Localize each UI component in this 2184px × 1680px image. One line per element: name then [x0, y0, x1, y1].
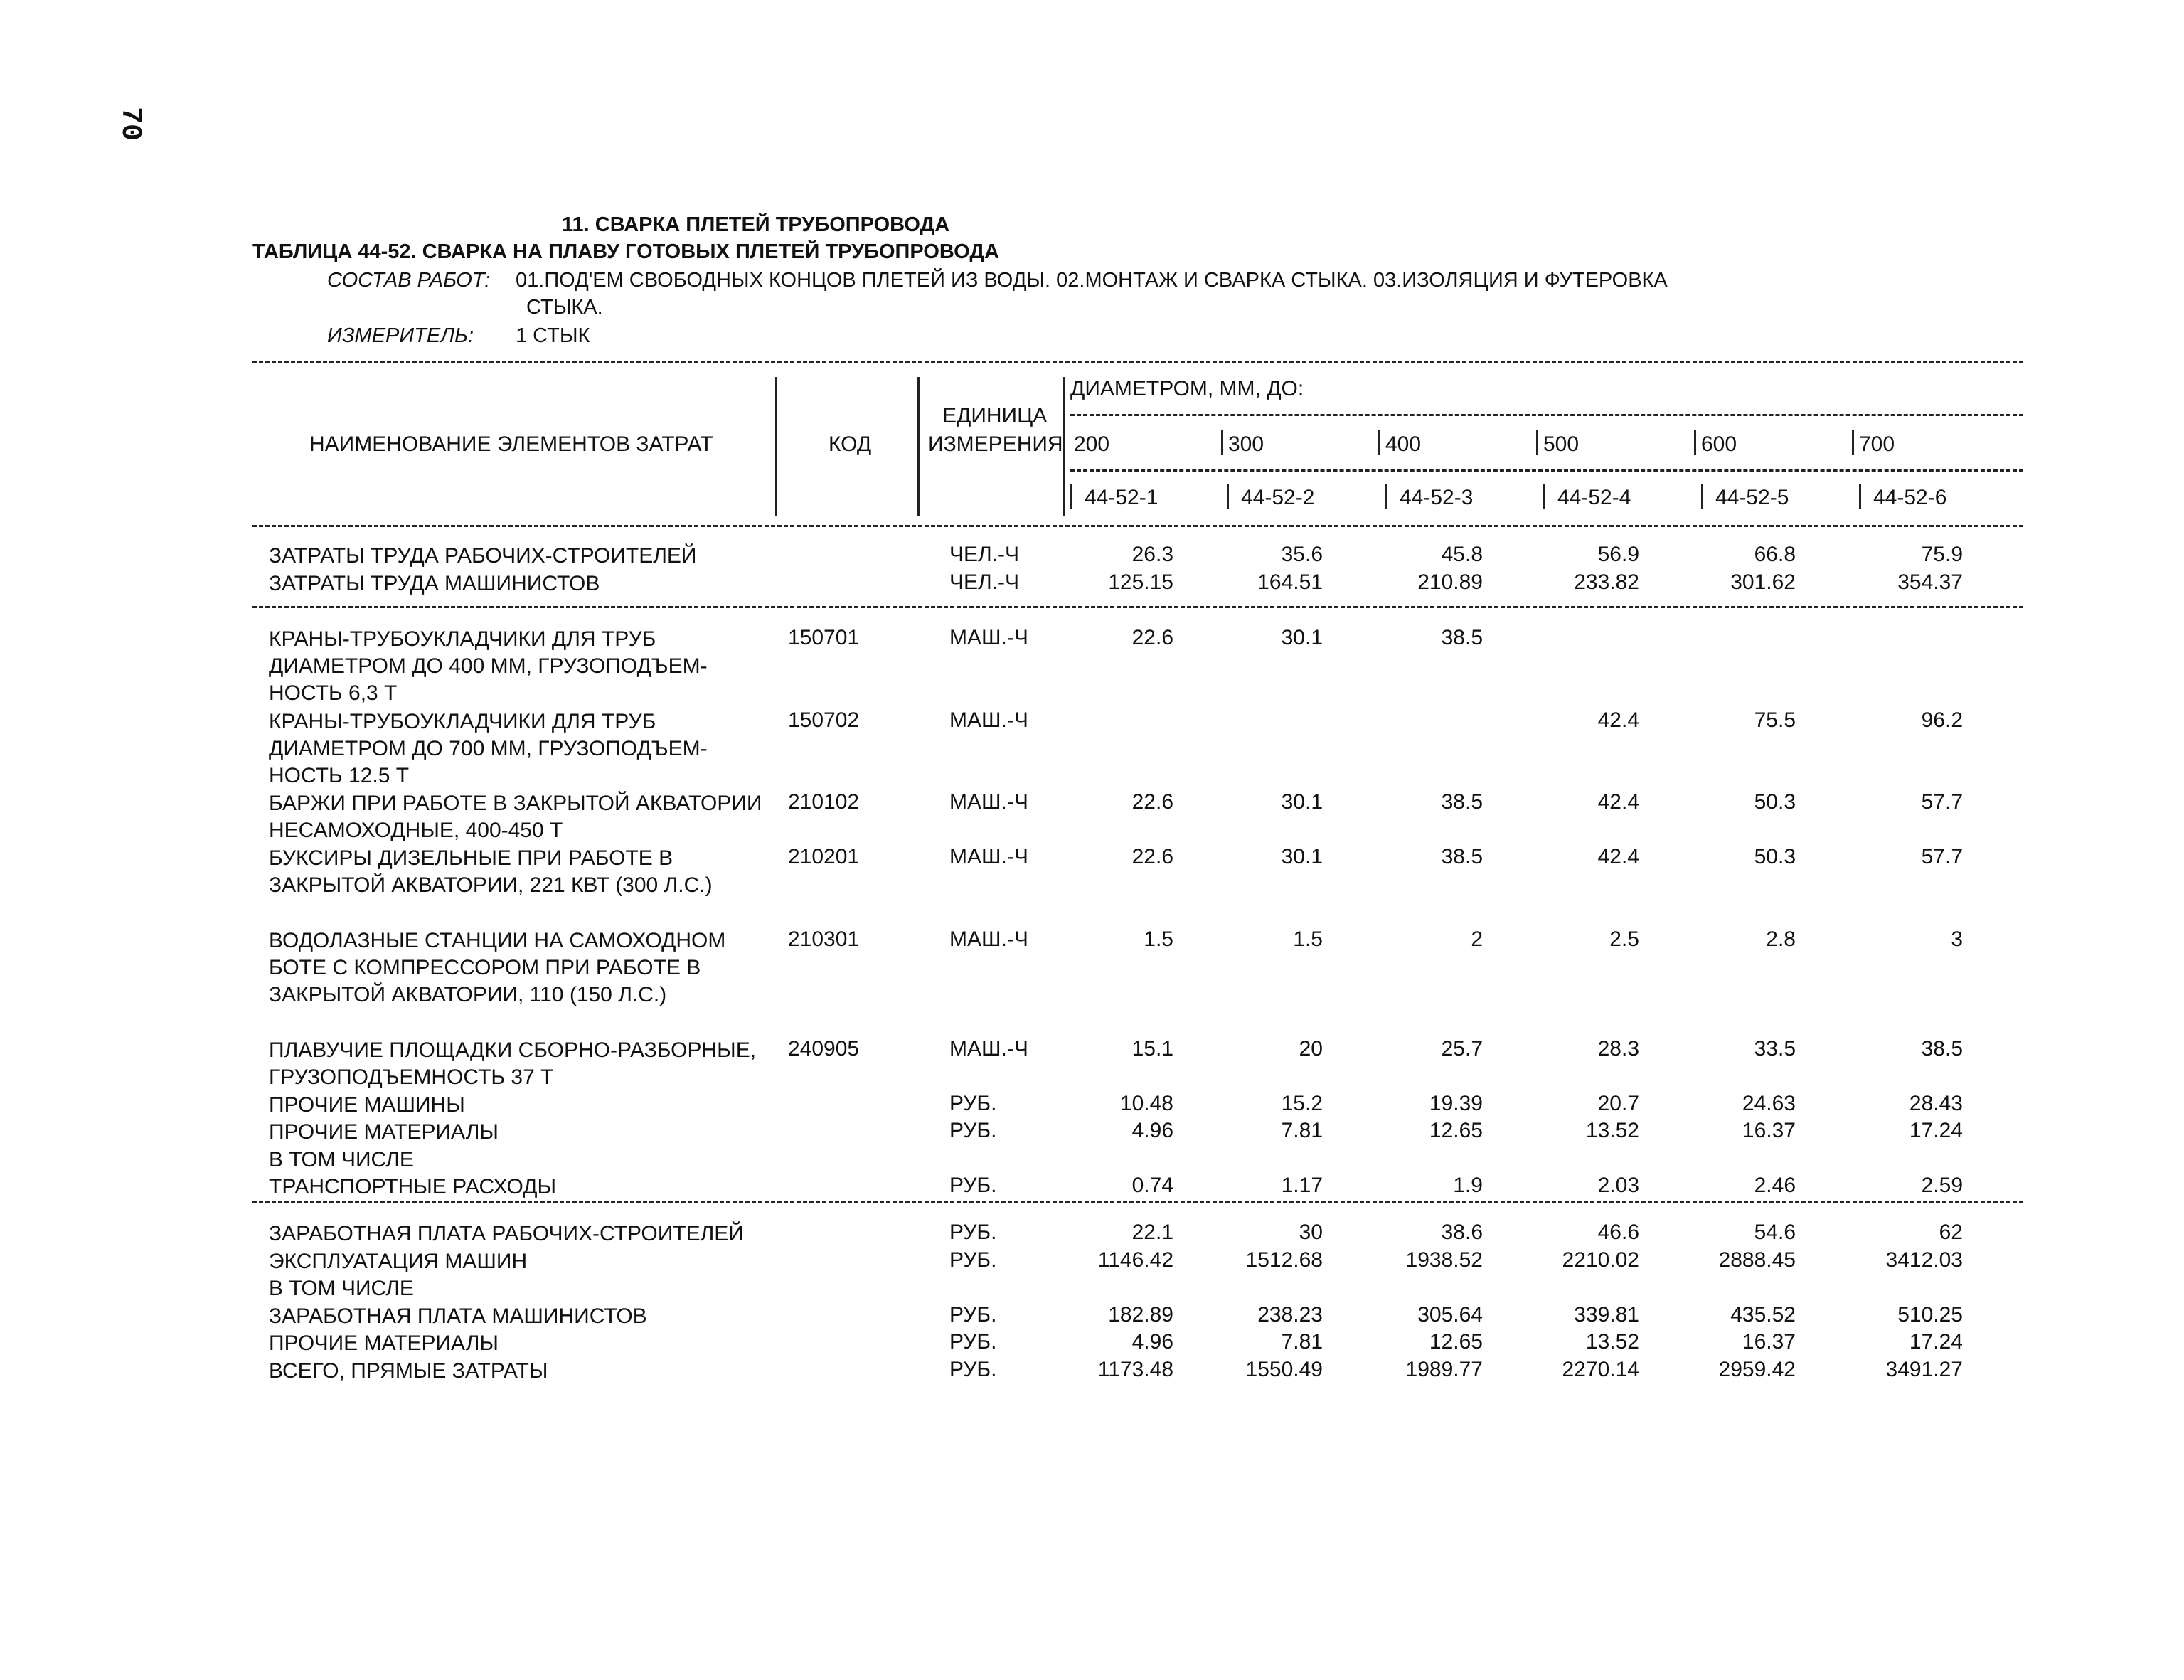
row-value: 38.5 [1441, 845, 1483, 868]
row-value: 28.43 [1909, 1091, 1963, 1115]
row-value: 1938.52 [1405, 1248, 1483, 1272]
row-value: 4.96 [1131, 1119, 1173, 1142]
row-name: БУКСИРЫ ДИЗЕЛЬНЫЕ ПРИ РАБОТЕ В ЗАКРЫТОЙ АКВАТОРИИ, 221 КВТ (300 Л.С.) [269, 846, 713, 897]
composition-label: СОСТАВ РАБОТ: [327, 269, 491, 292]
row-value: 339.81 [1574, 1302, 1639, 1327]
row-value: 301.62 [1730, 570, 1796, 594]
row-unit: РУБ. [949, 1330, 997, 1354]
row-value: 19.39 [1429, 1091, 1483, 1115]
row-value: 305.64 [1417, 1302, 1483, 1327]
row-value: 50.3 [1754, 790, 1796, 814]
row-value: 16.37 [1742, 1119, 1796, 1142]
row-code: 240905 [788, 1036, 860, 1060]
code-sep-5 [1701, 484, 1703, 509]
row-value: 182.89 [1108, 1302, 1173, 1327]
row-name: БАРЖИ ПРИ РАБОТЕ В ЗАКРЫТОЙ АКВАТОРИИ НЕСАМОХОДНЫЕ, 400-450 Т [269, 792, 762, 842]
row-value: 1.17 [1281, 1174, 1323, 1197]
row-value: 1.5 [1144, 927, 1173, 951]
rule-after-resources [252, 1201, 2023, 1203]
row-unit: РУБ. [949, 1174, 997, 1197]
row-unit: ЧЕЛ.-Ч [949, 543, 1020, 566]
rule-under-diameter [1070, 414, 2023, 416]
diam-sep-400 [1378, 430, 1380, 455]
diam-sep-600 [1694, 430, 1696, 455]
row-value: 54.6 [1754, 1221, 1796, 1244]
code-sep-3 [1385, 484, 1387, 509]
norm-code-4: 44-52-4 [1557, 486, 1631, 509]
diameter-600: 600 [1701, 432, 1737, 456]
row-value: 25.7 [1441, 1036, 1483, 1060]
row-value: 96.2 [1921, 708, 1963, 732]
row-value: 2.03 [1597, 1174, 1639, 1197]
row-value: 45.8 [1441, 543, 1483, 566]
row-name: ПРОЧИЕ МАТЕРИАЛЫ [269, 1120, 499, 1144]
row-unit: РУБ. [949, 1119, 997, 1142]
row-code: 210102 [788, 790, 860, 814]
row-value: 26.3 [1131, 543, 1173, 566]
row-value: 13.52 [1585, 1119, 1639, 1142]
row-value: 3491.27 [1885, 1357, 1963, 1381]
row-name: В ТОМ ЧИСЛЕ [269, 1277, 414, 1300]
diameter-700: 700 [1859, 432, 1895, 456]
separator-code-unit [917, 377, 920, 516]
row-value: 56.9 [1597, 543, 1639, 566]
row-value: 17.24 [1909, 1330, 1963, 1354]
row-code: 150702 [788, 708, 860, 732]
row-unit: МАШ.-Ч [949, 927, 1028, 951]
diam-sep-700 [1852, 430, 1854, 455]
row-value: 20.7 [1597, 1091, 1639, 1115]
row-value: 66.8 [1754, 543, 1796, 566]
row-value: 1.5 [1293, 927, 1323, 951]
page-number: 70 [114, 107, 146, 142]
row-value: 4.96 [1131, 1330, 1173, 1354]
row-name: ПЛАВУЧИЕ ПЛОЩАДКИ СБОРНО-РАЗБОРНЫЕ, ГРУЗОПОДЪЕМНОСТЬ 37 Т [269, 1038, 757, 1089]
row-name: КРАНЫ-ТРУБОУКЛАДЧИКИ ДЛЯ ТРУБ ДИАМЕТРОМ ДО 400 ММ, ГРУЗОПОДЪЕМ-НОСТЬ 6,3 Т [269, 627, 708, 705]
row-value: 7.81 [1281, 1119, 1323, 1142]
row-value: 38.5 [1441, 790, 1483, 814]
row-code: 210301 [788, 927, 860, 951]
row-value: 30 [1299, 1221, 1323, 1244]
diameter-300: 300 [1228, 432, 1264, 456]
row-value: 10.48 [1119, 1091, 1173, 1115]
row-unit: МАШ.-Ч [949, 790, 1028, 814]
header-name: НАИМЕНОВАНИЕ ЭЛЕМЕНТОВ ЗАТРАТ [309, 432, 713, 456]
row-value: 12.65 [1429, 1330, 1483, 1354]
row-value: 7.81 [1281, 1330, 1323, 1354]
row-value: 2.59 [1921, 1174, 1963, 1197]
row-value: 62 [1939, 1221, 1963, 1244]
row-value: 42.4 [1597, 845, 1639, 868]
diameter-400: 400 [1385, 432, 1422, 456]
row-value: 75.9 [1921, 543, 1963, 566]
row-value: 435.52 [1730, 1302, 1796, 1327]
row-value: 1146.42 [1097, 1248, 1173, 1272]
diameter-200: 200 [1074, 432, 1110, 456]
row-value: 20 [1299, 1036, 1323, 1060]
row-unit: ЧЕЛ.-Ч [949, 570, 1020, 594]
row-value: 28.3 [1597, 1036, 1639, 1060]
row-name: ВОДОЛАЗНЫЕ СТАНЦИИ НА САМОХОДНОМ БОТЕ С КОМПРЕССОРОМ ПРИ РАБОТЕ В ЗАКРЫТОЙ АКВАТОРИИ, 110 (150 Л.С.) [269, 928, 726, 1006]
composition-text-1: 01.ПОД'ЕМ СВОБОДНЫХ КОНЦОВ ПЛЕТЕЙ ИЗ ВОДЫ. 02.МОНТАЖ И СВАРКА СТЫКА. 03.ИЗОЛЯЦИЯ И ФУТЕРОВКА [516, 269, 1668, 292]
row-value: 2 [1471, 927, 1483, 951]
row-value: 0.74 [1131, 1174, 1173, 1197]
code-sep-4 [1543, 484, 1545, 509]
row-value: 22.6 [1131, 790, 1173, 814]
row-value: 233.82 [1574, 570, 1639, 594]
row-value: 15.1 [1131, 1036, 1173, 1060]
norm-code-3: 44-52-3 [1400, 486, 1474, 509]
row-value: 2210.02 [1562, 1248, 1639, 1272]
row-value: 38.6 [1441, 1221, 1483, 1244]
row-name: ПРОЧИЕ МАТЕРИАЛЫ [269, 1331, 499, 1355]
row-value: 2888.45 [1718, 1248, 1796, 1272]
row-value: 1989.77 [1405, 1357, 1483, 1381]
row-value: 22.6 [1131, 845, 1173, 868]
row-value: 12.65 [1429, 1119, 1483, 1142]
row-value: 210.89 [1417, 570, 1483, 594]
norm-code-2: 44-52-2 [1241, 486, 1315, 509]
row-value: 42.4 [1597, 708, 1639, 732]
row-name: ТРАНСПОРТНЫЕ РАСХОДЫ [269, 1175, 557, 1198]
separator-unit-values [1063, 377, 1065, 516]
rule-under-diameters [1070, 469, 2023, 472]
row-name: ЗАРАБОТНАЯ ПЛАТА МАШИНИСТОВ [269, 1304, 647, 1328]
row-code: 210201 [788, 845, 860, 868]
separator-name-code [775, 377, 777, 516]
row-value: 2959.42 [1718, 1357, 1796, 1381]
row-value: 16.37 [1742, 1330, 1796, 1354]
row-name: ПРОЧИЕ МАШИНЫ [269, 1092, 465, 1117]
row-unit: РУБ. [949, 1248, 997, 1272]
row-value: 2270.14 [1562, 1357, 1639, 1381]
row-value: 35.6 [1281, 543, 1323, 566]
row-value: 17.24 [1909, 1119, 1963, 1142]
row-unit: МАШ.-Ч [949, 845, 1028, 868]
row-value: 30.1 [1281, 626, 1323, 649]
norm-code-5: 44-52-5 [1715, 486, 1789, 509]
row-value: 2.8 [1766, 927, 1796, 951]
row-name: ВСЕГО, ПРЯМЫЕ ЗАТРАТЫ [269, 1359, 548, 1383]
row-value: 510.25 [1897, 1302, 1963, 1327]
row-value: 3 [1951, 927, 1963, 951]
diameter-500: 500 [1543, 432, 1580, 456]
code-sep-2 [1227, 484, 1229, 509]
row-value: 30.1 [1281, 790, 1323, 814]
row-value: 15.2 [1281, 1091, 1323, 1115]
header-code: КОД [829, 432, 872, 456]
row-value: 125.15 [1108, 570, 1173, 594]
row-unit: РУБ. [949, 1302, 997, 1327]
row-value: 42.4 [1597, 790, 1639, 814]
row-unit: МАШ.-Ч [949, 1036, 1028, 1060]
row-value: 238.23 [1257, 1302, 1323, 1327]
header-unit-1: ЕДИНИЦА [942, 404, 1048, 427]
row-name: КРАНЫ-ТРУБОУКЛАДЧИКИ ДЛЯ ТРУБ ДИАМЕТРОМ ДО 700 ММ, ГРУЗОПОДЪЕМ-НОСТЬ 12.5 Т [269, 709, 708, 787]
row-value: 1550.49 [1245, 1357, 1323, 1381]
diam-sep-300 [1221, 430, 1223, 455]
rule-after-labor [252, 606, 2023, 608]
row-value: 2.5 [1609, 927, 1639, 951]
row-value: 33.5 [1754, 1036, 1796, 1060]
row-unit: РУБ. [949, 1357, 997, 1381]
header-diameter: ДИАМЕТРОМ, ММ, ДО: [1070, 377, 1304, 400]
row-value: 57.7 [1921, 845, 1963, 868]
row-value: 1512.68 [1245, 1248, 1323, 1272]
header-unit-2: ИЗМЕРЕНИЯ [928, 432, 1063, 456]
row-value: 46.6 [1597, 1221, 1639, 1244]
norm-code-1: 44-52-1 [1085, 486, 1158, 509]
meter-value: 1 СТЫК [516, 324, 590, 347]
code-sep-6 [1859, 484, 1861, 509]
norm-code-6: 44-52-6 [1873, 486, 1947, 509]
row-unit: РУБ. [949, 1221, 997, 1244]
row-value: 22.1 [1131, 1221, 1173, 1244]
diam-sep-500 [1536, 430, 1538, 455]
row-unit: РУБ. [949, 1091, 997, 1115]
rule-top [252, 361, 2023, 363]
row-value: 24.63 [1742, 1091, 1796, 1115]
row-name: ЭКСПЛУАТАЦИЯ МАШИН [269, 1249, 528, 1273]
row-value: 38.5 [1921, 1036, 1963, 1060]
row-value: 13.52 [1585, 1330, 1639, 1354]
row-value: 164.51 [1257, 570, 1323, 594]
row-name: ЗАРАБОТНАЯ ПЛАТА РАБОЧИХ-СТРОИТЕЛЕЙ [269, 1222, 744, 1245]
row-value: 3412.03 [1885, 1248, 1963, 1272]
row-value: 2.46 [1754, 1174, 1796, 1197]
row-name: ЗАТРАТЫ ТРУДА МАШИНИСТОВ [269, 571, 600, 595]
row-unit: МАШ.-Ч [949, 708, 1028, 732]
row-value: 75.5 [1754, 708, 1796, 732]
section-title: 11. СВАРКА ПЛЕТЕЙ ТРУБОПРОВОДА [562, 213, 950, 236]
row-value: 1173.48 [1097, 1357, 1173, 1381]
row-value: 57.7 [1921, 790, 1963, 814]
meter-label: ИЗМЕРИТЕЛЬ: [327, 324, 474, 347]
row-value: 38.5 [1441, 626, 1483, 649]
row-value: 354.37 [1897, 570, 1963, 594]
table-title: ТАБЛИЦА 44-52. СВАРКА НА ПЛАВУ ГОТОВЫХ ПЛЕТЕЙ ТРУБОПРОВОДА [252, 240, 999, 263]
row-unit: МАШ.-Ч [949, 626, 1028, 649]
row-value: 50.3 [1754, 845, 1796, 868]
row-value: 1.9 [1453, 1174, 1483, 1197]
row-name: В ТОМ ЧИСЛЕ [269, 1147, 414, 1171]
row-code: 150701 [788, 626, 860, 649]
row-value: 30.1 [1281, 845, 1323, 868]
row-name: ЗАТРАТЫ ТРУДА РАБОЧИХ-СТРОИТЕЛЕЙ [269, 544, 697, 568]
row-value: 22.6 [1131, 626, 1173, 649]
code-sep-1 [1070, 484, 1072, 509]
rule-header-bottom [252, 525, 2023, 527]
composition-text-2: СТЫКА. [526, 296, 603, 319]
